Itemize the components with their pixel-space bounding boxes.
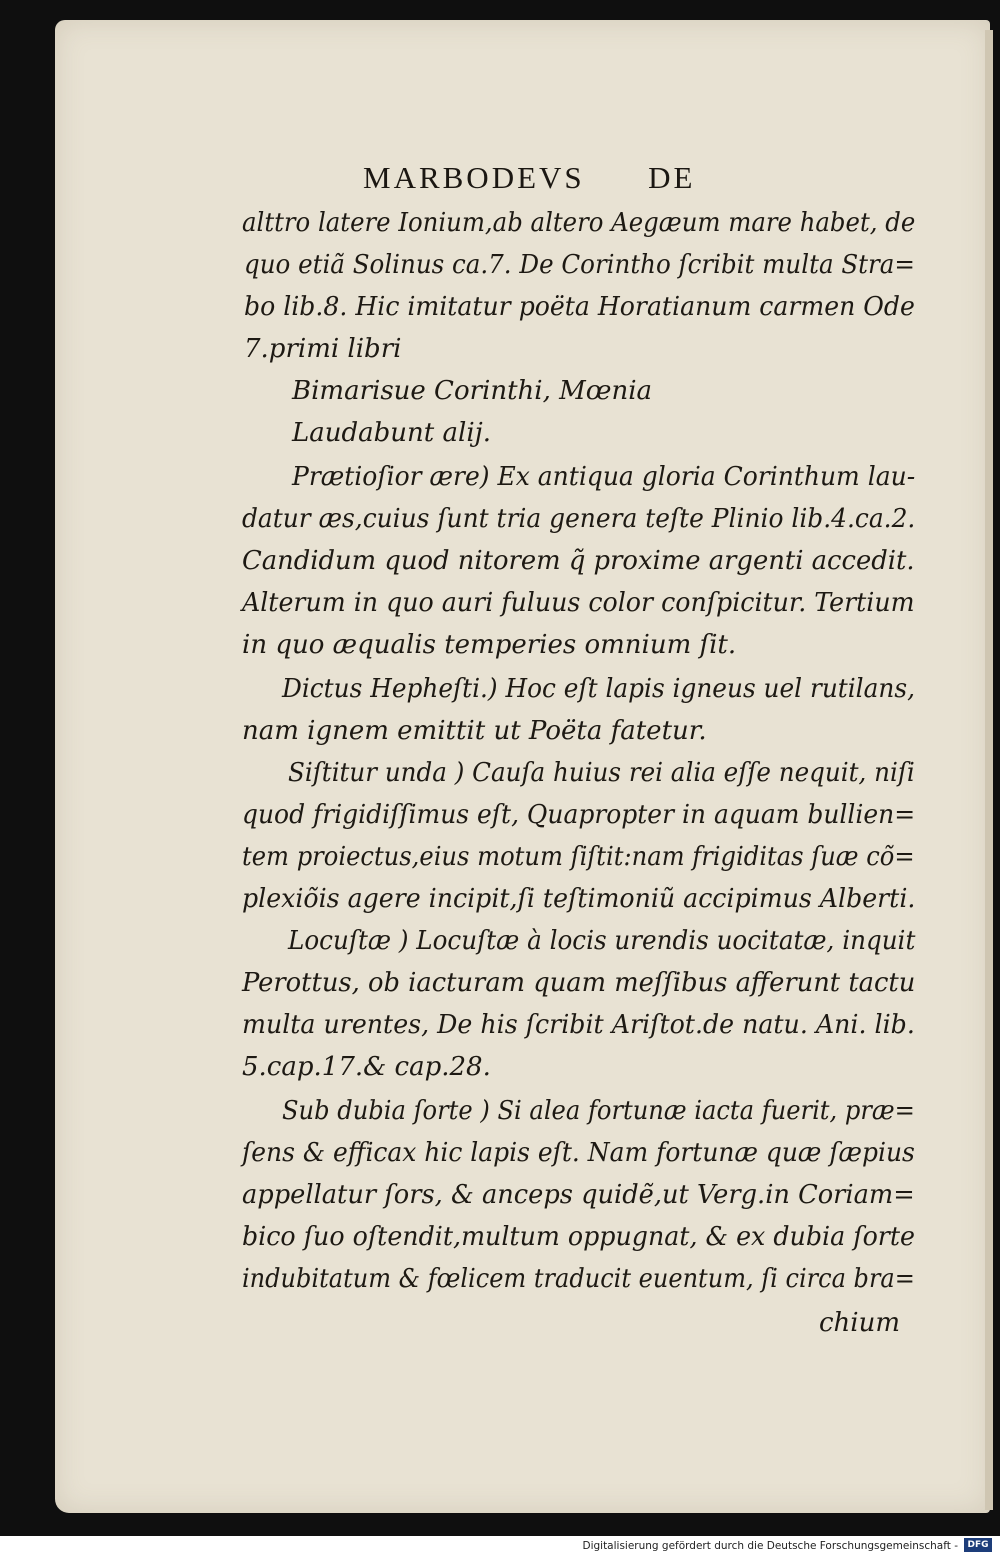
page-edge xyxy=(985,30,993,1510)
footer-credit: Digitalisierung gefördert durch die Deutsche Forschungsgemeinschaft - xyxy=(582,1540,958,1552)
text-line: tem proiectus,eius motum ſiſtit:nam frigiditas ſuæ cõ= xyxy=(242,842,915,872)
text-line: Locuſtæ ) Locuſtæ à locis urendis uocitatæ, inquit xyxy=(288,926,916,956)
text-line: nam ignem emittit ut Poëta fatetur. xyxy=(242,716,707,746)
text-line: Laudabunt alij. xyxy=(292,418,491,448)
text-line: quod frigidiſſimus eſt, Quapropter in aquam bullien= xyxy=(242,800,916,830)
text-line: plexiõis agere incipit,ſi teſtimoniũ accipimus Alberti. xyxy=(242,884,916,914)
text-line: 5.cap.17.& cap.28. xyxy=(242,1052,491,1082)
text-line: appellatur ſors, & anceps quidẽ,ut Verg.in Coriam= xyxy=(242,1180,915,1210)
header-word-2: DE xyxy=(648,160,696,195)
text-line: indubitatum & fœlicem traducit euentum, ſi circa bra= xyxy=(242,1264,915,1294)
running-header xyxy=(363,160,695,196)
text-line: Alterum in quo auri fuluus color conſpicitur. Tertium xyxy=(242,588,915,618)
text-line: Siſtitur unda ) Cauſa huius rei alia eſſe nequit, niſi xyxy=(288,758,915,788)
text-line: bico ſuo oſtendit,multum oppugnat, & ex dubia ſorte xyxy=(242,1222,916,1252)
header-word-1: MARBODEVS xyxy=(363,160,585,195)
dfg-logo-icon: DFG xyxy=(964,1538,992,1552)
text-line: Dictus Hepheſti.) Hoc eſt lapis igneus uel rutilans, xyxy=(282,674,915,704)
catchword: chium xyxy=(818,1308,900,1338)
text-line: Sub dubia ſorte ) Si alea fortunæ iacta fuerit, præ= xyxy=(282,1096,915,1126)
text-line: Candidum quod nitorem q̃ proxime argenti accedit. xyxy=(242,546,915,576)
text-line: ſens & efficax hic lapis eſt. Nam fortunæ quæ ſæpius xyxy=(242,1138,915,1168)
text-line: multa urentes, De his ſcribit Ariſtot.de natu. Ani. lib. xyxy=(242,1010,915,1040)
text-line: Perottus, ob iacturam quam meſſibus afferunt tactu xyxy=(242,968,916,998)
text-line: 7.primi libri xyxy=(244,334,402,364)
text-line: alttro latere Ionium,ab altero Aegæum mare habet, de xyxy=(242,208,916,238)
text-line: Bimarisue Corinthi, Mœnia xyxy=(292,376,653,406)
text-line: bo lib.8. Hic imitatur poëta Horatianum carmen Ode xyxy=(244,292,915,322)
text-line: datur æs,cuius ſunt tria genera teſte Plinio lib.4.ca.2. xyxy=(242,504,916,534)
text-line: in quo æqualis temperies omnium ſit. xyxy=(242,630,737,660)
text-line: Prætioſior ære) Ex antiqua gloria Corinthum lau- xyxy=(292,462,916,492)
text-line: quo etiã Solinus ca.7. De Corintho ſcribit multa Stra= xyxy=(244,250,915,280)
